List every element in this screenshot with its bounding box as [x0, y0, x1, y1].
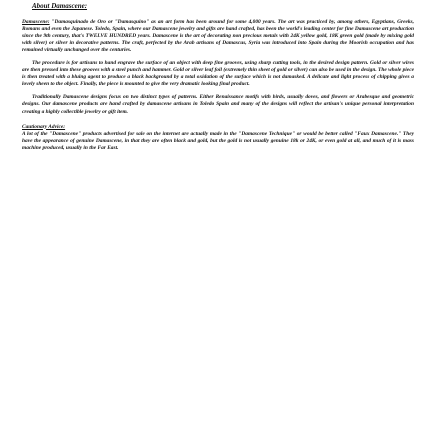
- paragraph-procedure: [22, 60, 414, 88]
- paragraph-designs: [22, 94, 414, 115]
- page-heading: About Damascene:: [32, 2, 88, 10]
- paragraph-text: "Damasquinado de Oro or "Damasquino" as an art form has been around for some 4,000 years. The art was practiced by, among others, Egyptians, Greeks, Romans and even the Japanese. Toledo, Spain, where our Damascene jewelry and gifts are hand crafted, has been the world's leading center for fine Damascene art production since the 9th century, that's TWELVE HUNDRED years. Damascene is the art of decorating non precious metals with 24K yellow gold, 18K green gold (made by mixing gold with silver) or silver in decorative patterns. The craft, perfected by the Arab artisans of Damascus, Syria was introduced into Spain during the Moorish occupation and has remained virtually unchanged over the centuries.: [22, 19, 414, 54]
- paragraph-lead: Damascene:: [22, 19, 50, 25]
- paragraph-history: [22, 19, 414, 54]
- paragraph-text: Traditionally Damascene designs focus on two distinct types of patterns. Either Renaissance motifs with birds, usually doves, and flowers or Arabesque and geometric designs. Our damascene products are hand crafted by damascene artisans in Toledo Spain and many of the designs will reflect the artisan's unique personal interpretation creating a highly collectible jewelry or gift item.: [22, 94, 414, 115]
- paragraph-text: The procedure is for artisans to hand engrave the surface of an object with deep fine grooves, using sharp cutting tools, in the desired design pattern. Gold or silver wires are then pressed into these grooves with a steel punch and hammer. Gold or silver leaf foil (extremely thin sheet of gold or silver) can also be used in the design. The whole piece is then treated with a bluing agent to produce a black background by a total oxidation of the surface which is not damasked. A delicate and light process of chipping gives a lovely sheen to the object. Finally, the piece is mounted to give the very dramatic looking final product.: [22, 60, 414, 88]
- caution-title: Cautionary Advice:: [22, 123, 66, 130]
- caution-text: A lot of the "Damascene" products advertised for sale on the internet are actually made in the "Damascene Technique" or would be better called "Faux Damascene." They have the appearance of genuine Damascene, in that they are often black and gold, but the gold is not usually genuine 18k or 24K, or even gold at all, and much of it is mass machine produced, usually in the Far East.: [22, 130, 414, 151]
